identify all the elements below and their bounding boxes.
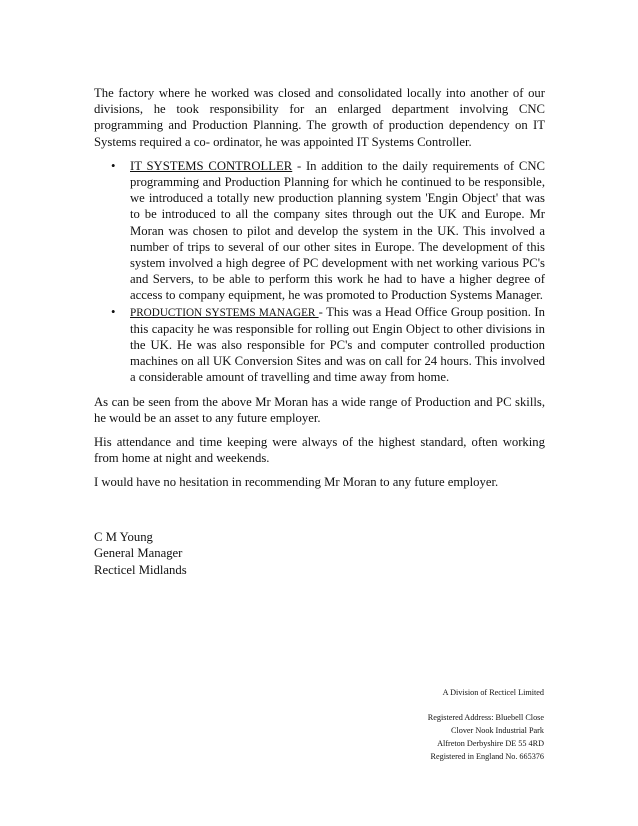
list-item	[94, 158, 545, 304]
footer-registration	[428, 688, 544, 765]
bullet-icon: •	[111, 304, 116, 319]
paragraph-intro: The factory where he worked was closed and consolidated locally into another of our divisions, he took responsibility for an enlarged department involving CNC programming and Production Planning. The growth of production dependency on IT Systems required a co- ordinator, he was appointed IT Systems Controller.	[94, 86, 545, 149]
footer-division: A Division of Recticel Limited	[442, 688, 544, 697]
item-text: - This was a Head Office Group position. In this capacity he was responsible for rolling out Engin Object to other divisions in the UK. He was also responsible for PC's and computer controlled production machines on all UK Conversion Sites and was on call for 24 hours. This involved a considerable amount of travelling and time away from home.	[130, 304, 545, 385]
signatory-name: C M Young	[94, 529, 153, 544]
signatory-title: General Manager	[94, 546, 183, 561]
item-heading-it-systems-controller: IT SYSTEMS CONTROLLER	[130, 158, 293, 173]
letter-body	[94, 85, 545, 578]
paragraph-skills: As can be seen from the above Mr Moran has a wide range of Production and PC skills, he would be an asset to any future employer.	[94, 394, 545, 425]
responsibility-list	[94, 158, 545, 386]
footer-address-line-3: Alfreton Derbyshire DE 55 4RD	[437, 739, 544, 748]
item-text: - In addition to the daily requirements of CNC programming and Production Planning for which he continued to be responsible, we introduced a totally new production planning system 'Engin Object' that was to be introduced to all the company sites through out the UK and Europe. Mr Moran was chosen to pilot and develop the system in the UK. This involved a number of trips to several of our other sites in Europe. The development of this system involved a high degree of PC development with net working various PC's and Servers, to be able to perform this work he had to have a higher degree of access to company equipment, he was promoted to Production Systems Manager.	[130, 158, 545, 303]
bullet-icon: •	[111, 158, 116, 173]
footer-address-line-1: Registered Address: Bluebell Close	[427, 713, 544, 722]
signatory-company: Recticel Midlands	[94, 562, 187, 577]
paragraph-attendance: His attendance and time keeping were always of the highest standard, often working from home at night and weekends.	[94, 435, 545, 466]
list-item	[94, 304, 545, 386]
footer-registration-number: Registered in England No. 665376	[430, 752, 544, 761]
item-heading-production-systems-manager: PRODUCTION SYSTEMS MANAGER	[130, 306, 319, 319]
signature-block	[94, 529, 545, 579]
footer-address-line-2: Clover Nook Industrial Park	[450, 726, 544, 735]
paragraph-recommendation: I would have no hesitation in recommending Mr Moran to any future employer.	[94, 475, 499, 490]
